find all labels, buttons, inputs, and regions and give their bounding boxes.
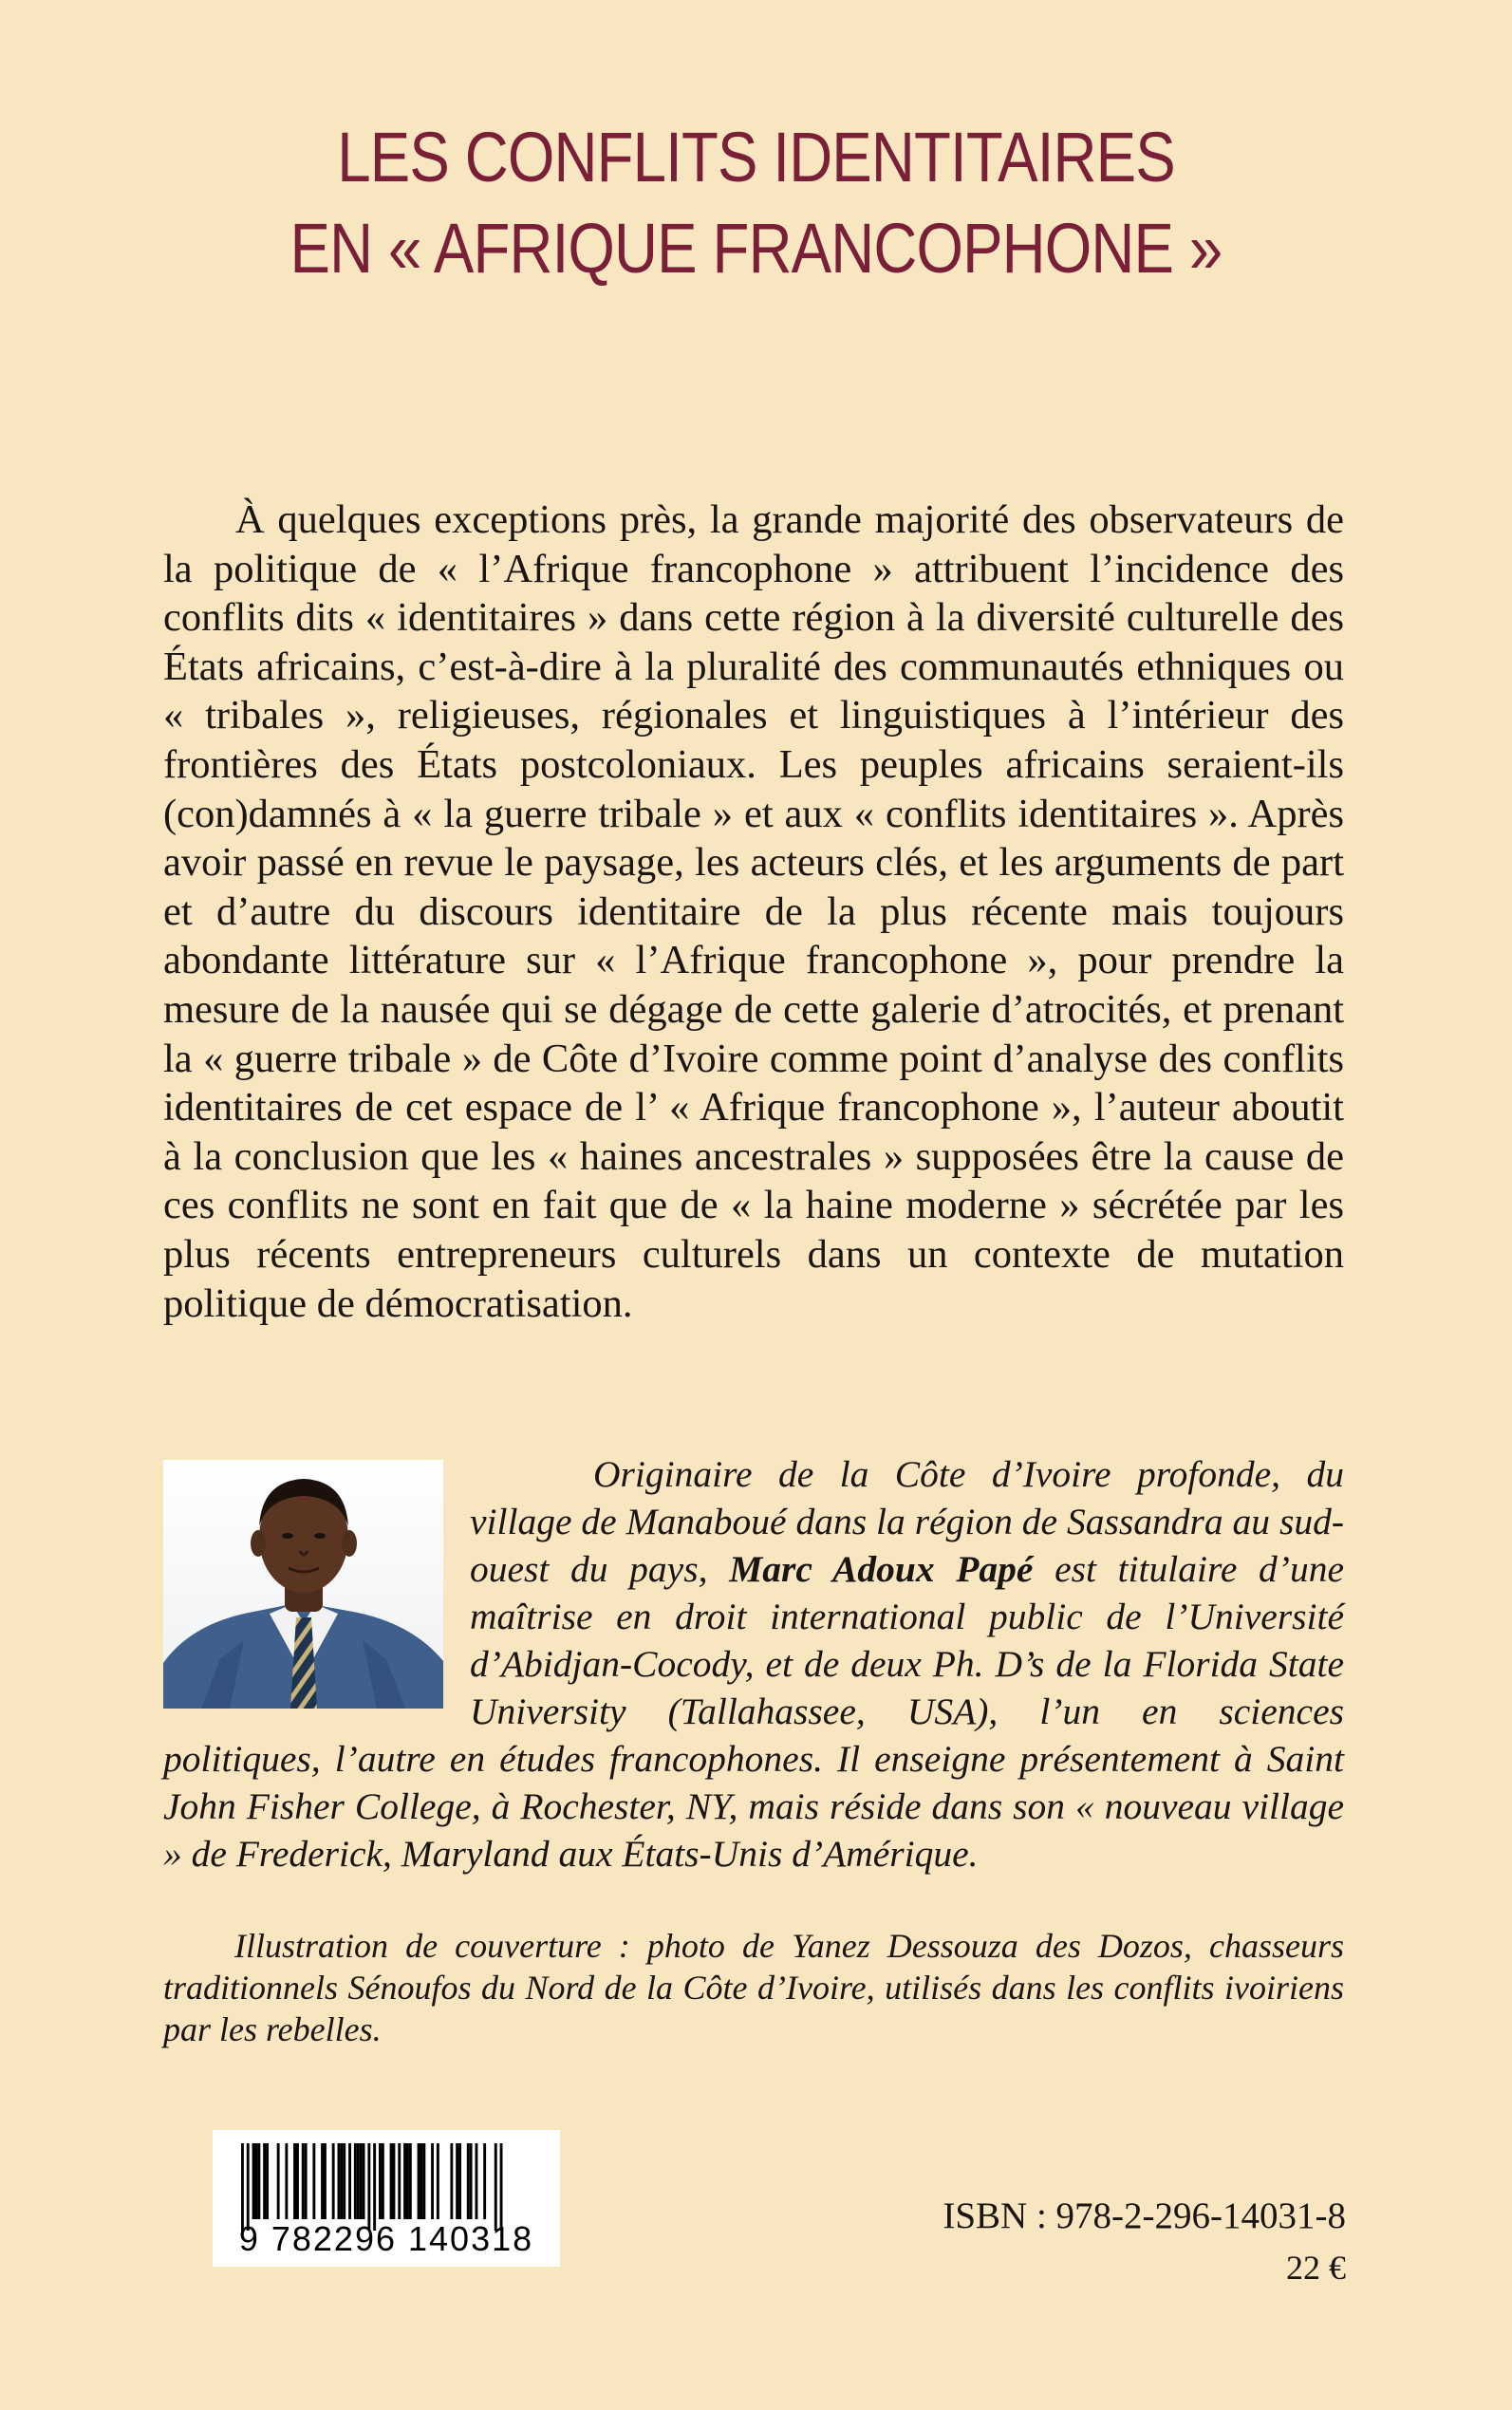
barcode-bar	[241, 2143, 244, 2231]
barcode-bar	[247, 2143, 250, 2231]
barcode-bar	[500, 2143, 503, 2231]
barcode-bar	[418, 2143, 420, 2219]
back-cover-summary	[163, 495, 1344, 1328]
barcode-bar	[483, 2143, 486, 2219]
barcode-bar	[467, 2143, 470, 2219]
barcode-bar	[255, 2143, 258, 2219]
barcode-bar	[324, 2143, 327, 2219]
barcode-bar	[252, 2143, 255, 2219]
barcode-bar	[332, 2143, 335, 2219]
barcode-bar	[373, 2143, 376, 2231]
barcode-bar	[409, 2143, 412, 2219]
barcode-bar	[367, 2143, 370, 2231]
bio-intro: Originaire de la Côte d’Ivoire profonde, du village de Manaboué dans la région de Sassandra au sud-ouest du pays,	[470, 1453, 1344, 1590]
barcode-bar	[476, 2143, 478, 2219]
barcode-bar	[458, 2143, 461, 2219]
book-title	[106, 112, 1407, 294]
barcode-bar	[360, 2143, 363, 2219]
barcode-bar	[338, 2143, 341, 2219]
barcode-bar	[296, 2143, 299, 2219]
barcode-bar	[431, 2143, 434, 2219]
barcode-bar	[470, 2143, 473, 2219]
barcode-bar	[348, 2143, 351, 2219]
barcode-bar	[357, 2143, 360, 2219]
barcode-bar	[312, 2143, 315, 2219]
barcode-bar	[343, 2143, 345, 2219]
bio-details: est titulaire d’une maîtrise en droit international public de l’Université d’Abidjan-Cocody, et de deux Ph. D’s de la Florida State University (Tallahassee, USA), l’un en sciences politiques, l’autre en études francophones. Il enseigne présentement à Saint John Fisher College, à Rochester, NY, mais réside dans son « nouveau village » de Frederick, Maryland aux États-Unis d’Amérique.	[163, 1548, 1344, 1875]
barcode-bar	[422, 2143, 425, 2219]
barcode-bar	[340, 2143, 343, 2219]
barcode-bar	[285, 2143, 288, 2219]
barcode-bar	[302, 2143, 305, 2219]
barcode-bar	[437, 2143, 439, 2219]
barcode-bar	[266, 2143, 269, 2219]
barcode-bar	[495, 2143, 497, 2231]
barcode-bar	[277, 2143, 280, 2219]
credit-text: Illustration de couverture : photo de Yanez Dessouza des Dozos, chasseurs traditionnels Sénoufos du Nord de la Côte d’Ivoire, utilisés dans les conflits ivoiriens par les rebelles.	[163, 1927, 1344, 2048]
barcode-bar	[420, 2143, 423, 2219]
illustration-credit	[163, 1925, 1344, 2050]
author-bio	[163, 1450, 1344, 1878]
price: 22 €	[1286, 2249, 1346, 2287]
barcode-bar	[354, 2143, 357, 2219]
title-line-1: LES CONFLITS IDENTITAIRES	[337, 118, 1175, 196]
barcode-bar	[257, 2143, 260, 2219]
barcode-bar	[393, 2143, 396, 2219]
barcode-bar	[293, 2143, 296, 2219]
summary-paragraph: À quelques exceptions près, la grande majorité des observateurs de la politique de « l’Afrique francophone » attribuent l’incidence des conflits dits « identitaires » dans cette région à la diversité culturelle des États africains, c’est-à-dire à la pluralité des communautés ethniques ou « tribales », religieuses, régionales et linguistiques à l’intérieur des frontières des États postcoloniaux. Les peuples africains seraient-ils (con)damnés à « la guerre tribale » et aux « conflits identitaires ». Après avoir passé en revue le paysage, les acteurs clés, et les arguments de part et d’autre du discours identitaire de la plus récente mais toujours abondante littérature sur « l’Afrique francophone », pour prendre la mesure de la nausée qui se dégage de cette galerie d’atrocités, et prenant la « guerre tribale » de Côte d’Ivoire comme point d’analyse des conflits identitaires de cet espace de l’ « Afrique francophone », l’auteur aboutit à la conclusion que les « haines ancestrales » supposées être la cause de ces conflits ne sont en fait que de « la haine moderne » sécrétée par les plus récents entrepreneurs culturels dans un contexte de mutation politique de démocratisation.	[163, 497, 1344, 1326]
barcode-digits: 9 782296 140318	[238, 2219, 534, 2258]
title-line-2: EN « AFRIQUE FRANCOPHONE »	[289, 209, 1223, 288]
barcode-bar	[363, 2143, 365, 2219]
barcode-bar	[379, 2143, 382, 2219]
barcode-bar	[382, 2143, 384, 2219]
barcode-bar	[321, 2143, 324, 2219]
barcode-bar	[263, 2143, 266, 2219]
barcode-bar	[406, 2143, 409, 2219]
barcode-bar	[403, 2143, 406, 2219]
author-photo	[163, 1460, 443, 1709]
barcode-bar	[305, 2143, 308, 2219]
barcode-bar	[398, 2143, 401, 2219]
isbn: ISBN : 978-2-296-14031-8	[943, 2195, 1346, 2236]
barcode-bar	[456, 2143, 458, 2219]
barcode-bar	[450, 2143, 453, 2219]
author-name: Marc Adoux Papé	[729, 1548, 1034, 1590]
barcode-bar	[390, 2143, 393, 2219]
barcode	[213, 2130, 560, 2267]
